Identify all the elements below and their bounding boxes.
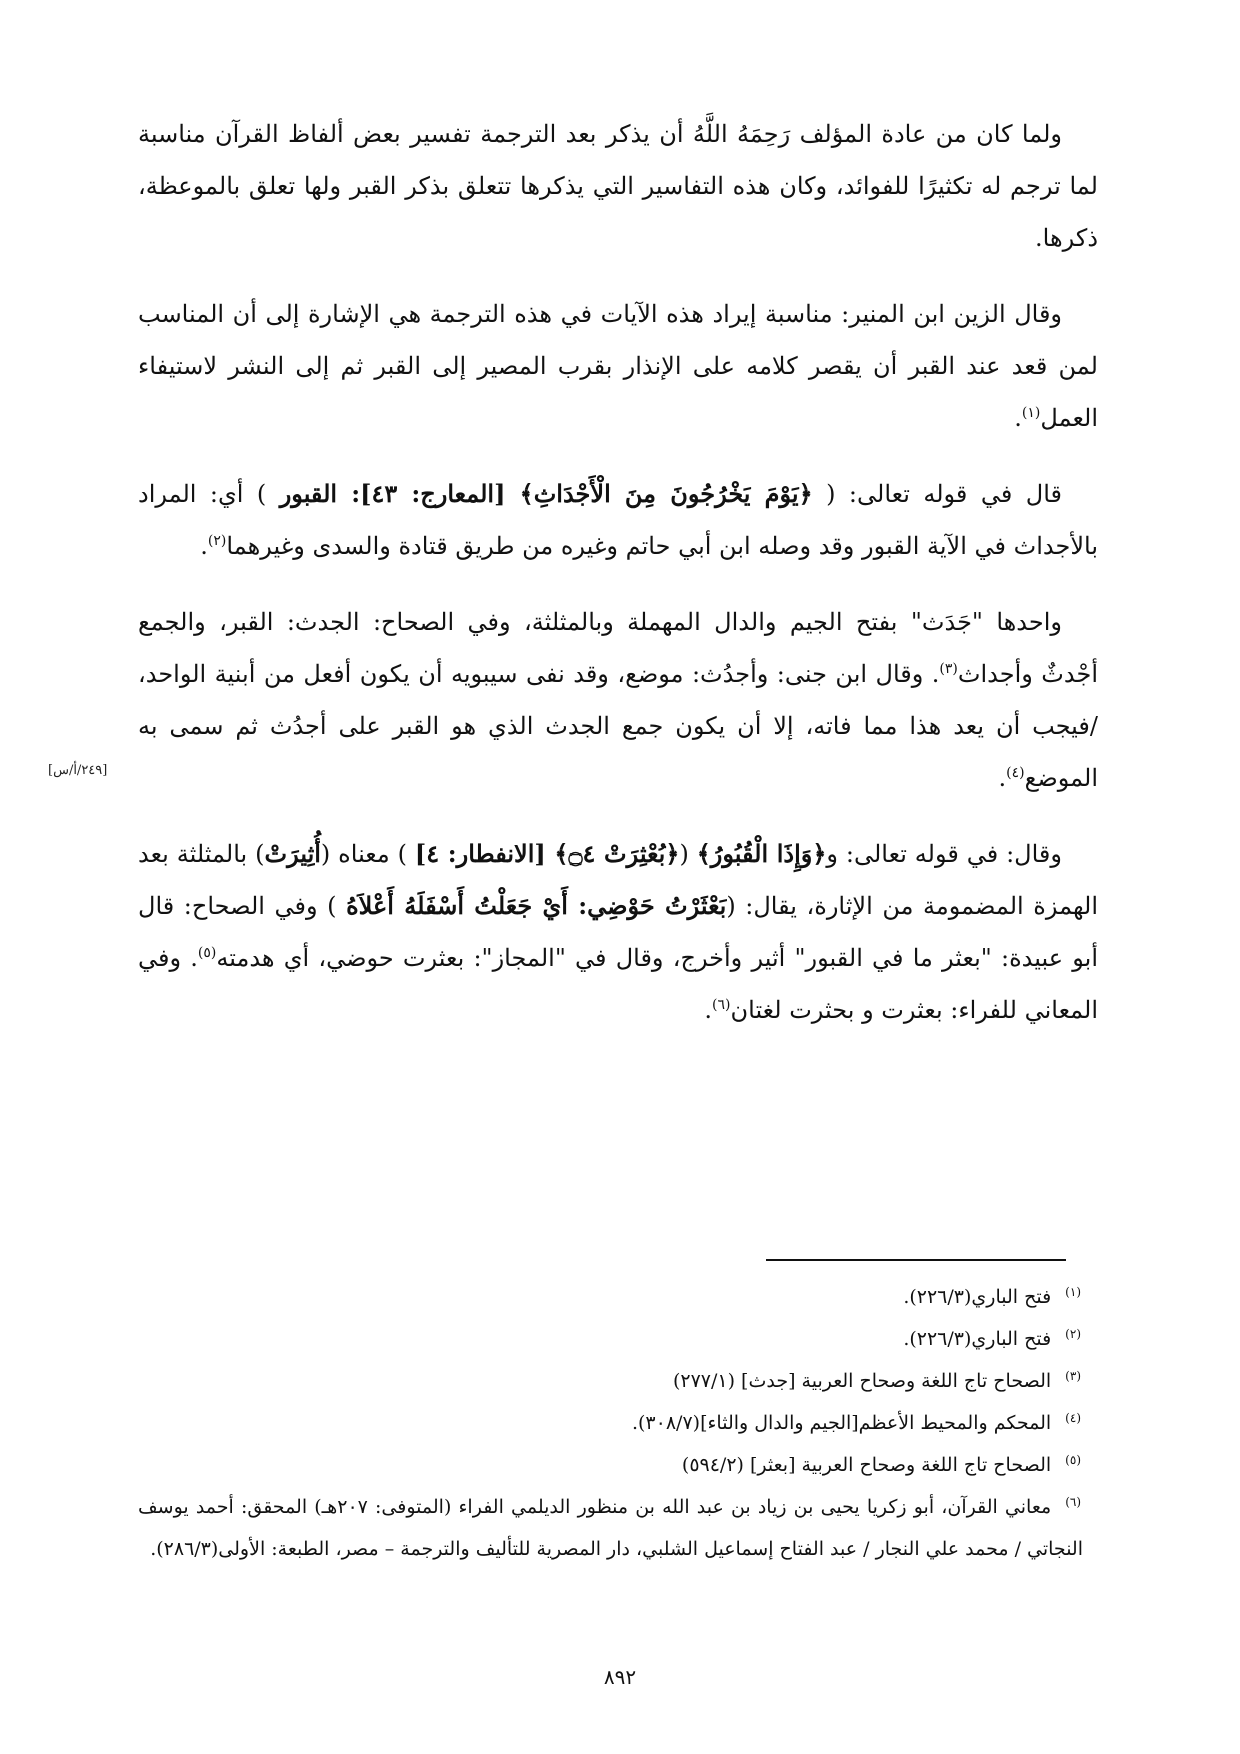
footnote-text: المحكم والمحيط الأعظم[الجيم والدال والثاء](٣٠٨/٧). (631, 1412, 1052, 1434)
footnote (138, 1486, 1083, 1570)
text-run: ) معناه ( (320, 840, 415, 868)
footnote-text: الصحاح تاج اللغة وصحاح العربية [بعثر] (٥٩٤/٢) (681, 1454, 1052, 1476)
footnote-text: فتح الباري(٢٢٦/٣). (903, 1286, 1052, 1308)
text-run: . (1014, 404, 1022, 432)
main-text (138, 108, 1098, 1060)
footnote-ref: (٣) (939, 661, 958, 677)
footnote-number: (٢) (1065, 1326, 1081, 1341)
footnote-number: (٦) (1065, 1494, 1082, 1509)
footnote-number: (٤) (1065, 1410, 1081, 1425)
paragraph (138, 828, 1098, 1036)
footnote (138, 1444, 1083, 1486)
footnote-ref: (٢) (207, 533, 227, 549)
emphasized-text: ﴿يَوْمَ يَخْرُجُونَ مِنَ الْأَجْدَاثِ﴾ [المعارج: ٤٣]: القبور (279, 479, 813, 508)
text-run: وقال: في قوله تعالى: و (826, 840, 1062, 868)
text-run: . وفي المعاني للفراء: بعثرت و بحثرت لغتان (138, 944, 1098, 1024)
footnote-ref: (١) (1021, 405, 1041, 421)
footnote (138, 1402, 1083, 1444)
footnote-text: فتح الباري(٢٢٦/٣). (903, 1328, 1052, 1350)
footnote-separator (766, 1259, 1066, 1261)
footnote-ref: (٤) (1006, 765, 1025, 781)
paragraph (138, 596, 1098, 804)
emphasized-text: ﴿وَإِذَا الْقُبُورُ﴾ (696, 839, 827, 868)
text-run: واحدها "جَدَث" بفتح الجيم والدال المهملة وبالمثلثة، وفي الصحاح: الجدث: القبر، والجمع أجْدثٌ وأجداث (138, 608, 1098, 688)
footnotes (138, 1276, 1083, 1570)
text-run: وقال الزين ابن المنير: مناسبة إيراد هذه الآيات في هذه الترجمة هي الإشارة إلى أن المناسب لمن قعد عند القبر أن يقصر كلامه على الإنذار بقرب المصير إلى القبر ثم إلى النشر لاستيفاء العمل (138, 300, 1098, 432)
footnote-number: (٣) (1065, 1368, 1081, 1383)
footnote-number: (١) (1065, 1284, 1081, 1299)
footnote (138, 1276, 1083, 1318)
emphasized-text: أُثِيرَتْ (264, 839, 321, 868)
footnote-ref: (٥) (197, 945, 217, 961)
page-number: ٨٩٢ (603, 1665, 637, 1689)
paragraph (138, 108, 1098, 264)
footnote-number: (٥) (1065, 1452, 1081, 1467)
emphasized-text: بَعْثَرْتُ حَوْضِي: أَيْ جَعَلْتُ أَسْفَلَهُ أَعْلاَهُ (346, 891, 727, 920)
footnote (138, 1318, 1083, 1360)
text-run: . وقال ابن جنى: وأجدُث: موضع، وقد نفى سيبويه أن يكون أفعل من أبنية الواحد، /فيجب أن يعد هذا مما فاته، إلا أن يكون جمع الجدث الذي هو القبر على أجدُث ثم سمى به الموضع (138, 660, 1098, 792)
text-run: ولما كان من عادة المؤلف رَحِمَهُ اللَّهُ أن يذكر بعد الترجمة تفسير بعض ألفاظ القرآن مناسبة لما ترجم له تكثيرًا للفوائد، وكان هذه التفاسير التي يذكرها تتعلق بذكر القبر ولها تعلق بالموعظة، ذكرها. (138, 120, 1098, 252)
text-run: ) وفي الصحاح: قال أبو عبيدة: "بعثر ما في القبور" أثير وأخرج، وقال في "المجاز": بعثرت حوضي، أي هدمته (138, 892, 1098, 972)
emphasized-text: ﴿بُعْثِرَتْ ۝٤﴾ [الانفطار: ٤] (414, 839, 680, 868)
text-run: ) أي: المراد بالأجداث في الآية القبور وقد وصله ابن أبي حاتم وغيره من طريق قتادة والسدى وغيرهما (138, 480, 1098, 560)
text-run: . (998, 764, 1007, 792)
text-run: قال في قوله تعالى: ( (812, 480, 1062, 508)
footnote-text: الصحاح تاج اللغة وصحاح العربية [جدث] (٢٧٧/١) (672, 1370, 1052, 1392)
footnote (138, 1360, 1083, 1402)
text-run: . (200, 532, 208, 560)
manuscript-folio-marker: [٢٤٩/أ/س] (48, 763, 108, 778)
text-run: ) بالمثلثة بعد الهمزة المضمومة من الإثارة، يقال: ( (138, 840, 1098, 920)
footnote-text: معاني القرآن، أبو زكريا يحيى بن زياد بن عبد الله بن منظور الديلمي الفراء (المتوفى: ٢٠٧هـ) المحقق: أحمد يوسف النجاتي / محمد علي النجار / عبد الفتاح إسماعيل الشلبي، دار المصرية للتأليف والترجمة – مصر، الطبعة: الأولى(٢٨٦/٣). (138, 1496, 1083, 1560)
footnote-ref: (٦) (712, 997, 731, 1013)
paragraph (138, 288, 1098, 444)
text-run: ( (679, 840, 697, 868)
text-run: . (704, 996, 713, 1024)
paragraph (138, 468, 1098, 572)
